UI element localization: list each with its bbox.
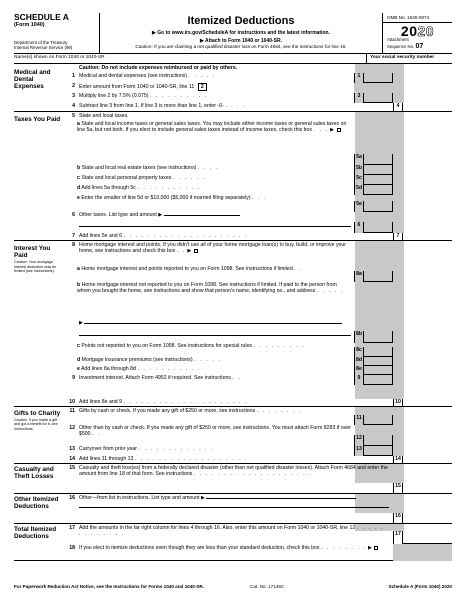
sequence-number: 07 <box>415 42 424 50</box>
line-label: Add lines 5a through 5c <box>81 185 136 191</box>
caution-text: Caution: Do not include expenses reimbursed or paid by others. <box>79 65 238 71</box>
line-5e: e Enter the smaller of line 5d or $10,000 ($5,000 if married filing separately) . . . 5e <box>62 195 452 212</box>
line-label: Enter the smaller of line 5d or $10,000 ($5,000 if married filing separately) <box>81 195 251 201</box>
line-label: Gifts by cash or check. If you made any gift of $250 or more, see instructions <box>79 408 256 414</box>
line-label: If you elect to itemize deductions even though they are less than your standard deduction, check this box <box>79 545 320 551</box>
line-12-amount[interactable] <box>364 435 393 446</box>
line-label: State and local personal property taxes <box>81 175 172 181</box>
line-label: Other—from list in instructions. List type and amount ▶ <box>79 495 205 501</box>
line-label: Add lines 5e and 6 <box>79 233 122 239</box>
tax-year-prefix: 20 <box>400 23 418 39</box>
line-6: 6 Other taxes. List type and amount ▶ 6 <box>62 212 452 233</box>
line-17-amount[interactable] <box>403 531 452 544</box>
line-label: Medical and dental expenses (see instructions) <box>79 73 188 79</box>
line-label: Home mortgage interest and points. If you didn't use all of your home mortgage loan(s) to buy, build, or improve your home, see instructions and check this box <box>79 242 347 255</box>
line-3-amount[interactable] <box>364 93 393 103</box>
line-5-label: State and local taxes. <box>79 113 129 119</box>
line-8c: c Points not reported to you on Form 1098. See instructions for special rules . . . . . . . . . 8c <box>62 343 452 357</box>
form-id-block <box>14 13 100 53</box>
line-11-amount[interactable] <box>364 415 393 425</box>
section-caution: Caution: If you made a gift and got a benefit for it, see instructions. <box>14 418 58 431</box>
line-5c: c State and local personal property taxes . . . . . . 5c <box>62 175 452 185</box>
line-5b: b State and local real estate taxes (see instructions) . . . . 5b <box>62 165 452 175</box>
line-10-amount[interactable] <box>403 399 452 407</box>
line-label: Multiply line 2 by 7.5% (0.075) <box>79 93 149 99</box>
line-11: 11 Gifts by cash or check. If you made any gift of $250 or more, see instructions . . . . . . . . 11 <box>62 408 452 425</box>
line-8d-amount[interactable] <box>364 357 393 366</box>
line-7: 7 Add lines 5e and 6 . . . . . . . . . . . . . . . . . . . . . 7 <box>62 233 452 241</box>
line-17: 17 Add the amounts in the far right column for lines 4 through 16. Also, enter this amount on Form 1040 or 1040-SR, line 12 . . . . . . . . . . . . . 17 <box>62 525 452 544</box>
line-8e: e Add lines 8a through 8d . . . . . . . . . . . 8e <box>62 366 452 375</box>
line-8e-amount[interactable] <box>364 366 393 375</box>
line-label: State and local income taxes or general sales taxes. You may include either income taxes or general sales taxes on line 5a, but not both. If you elect to include general sales taxes instead of income taxes, check this box <box>77 121 347 134</box>
line-12: 12 Other than by cash or check. If you made any gift of $250 or more, see instructions. You must attach Form 8283 if over $500 . . 12 <box>62 425 452 446</box>
line-7-amount[interactable] <box>403 233 452 241</box>
ssn-field[interactable]: Your social security number <box>366 54 452 64</box>
line-label: Casualty and theft loss(es) from a federally declared disaster (other than net qualified disaster losses). Attach Form 4684 and enter the amount from line 18 of that form. See instructions <box>79 465 388 478</box>
line-5b-amount[interactable] <box>364 165 393 175</box>
catalog-number: Cat. No. 17145C <box>250 584 285 589</box>
line-15: 15 Casualty and theft loss(es) from a federally declared disaster (other than net qualified disaster losses). Attach Form 4684 and enter the amount from line 18 of that form. See instructions . . . . . . . . . . . . . . . . . . . . 15 <box>62 465 452 494</box>
section-taxes: Taxes You Paid 5 State and local taxes. a State and local income taxes or general sales taxes. You may include either income taxes or general sales taxes on line 5a, but not both. If you elect to include general sales taxes instead of income taxes, check this box . . . ▶ 5a b State and local real estate taxes (see instructions) . . . . 5b c State and local personal property taxes . . . . . . 5c d Add lines 5a through 5c . . . . . . . . . . . 5d e Enter the smaller of line 5d or $10,000 ($5,000 if married filing separately) . . . 5e 6 Other taxes. List type and amount ▶ 6 7 Add lines 5e and 6 . . . . . . . . . . . . . . . . . . . . . 7 <box>14 112 452 241</box>
department <box>14 40 72 51</box>
line-label: Home mortgage interest and points reported to you on Form 1098. See instructions if limited <box>81 266 293 272</box>
goto-instructions: ▶ Go to www.irs.gov/ScheduleA for instructions and the latest information. <box>152 30 330 37</box>
line-16-amount[interactable] <box>403 513 452 524</box>
itemize-checkbox[interactable] <box>374 546 378 550</box>
form-footer <box>14 584 452 590</box>
section-title: Other Itemized Deductions <box>14 496 59 511</box>
line-label: Other taxes. List type and amount ▶ <box>79 212 163 218</box>
line-5a-amount[interactable] <box>364 154 393 165</box>
line-6-amount[interactable] <box>364 222 393 233</box>
line-label: Mortgage insurance premiums (see instructions) <box>81 357 193 363</box>
form-number: (Form 1040) <box>14 21 45 28</box>
line-8b: b Home mortgage interest not reported to you on Form 1098. See instructions if limited. If paid to the person from whom you bought the home, see instructions and show that person's name, identifying no., and address . . . . . ▶ 8b <box>62 282 452 343</box>
name-row <box>14 54 452 64</box>
section-other <box>14 494 452 524</box>
department-line: Department of the Treasury <box>14 40 68 45</box>
sequence-label <box>383 43 452 51</box>
line-13: 13 Carryover from prior year . . . . . . . . . . . . . 13 <box>62 446 452 456</box>
line-label: Subtract line 3 from line 1. If line 3 is more than line 1, enter -0- <box>79 103 224 109</box>
form-title-block <box>100 13 382 53</box>
attach-instructions: ▶ Attach to Form 1040 or 1040-SR. <box>199 37 283 44</box>
line-8a-amount[interactable] <box>364 271 393 282</box>
line-8a: a Home mortgage interest and points reported to you on Form 1098. See instructions if limited . . 8a <box>62 266 452 282</box>
line-2-box: 2 <box>198 83 207 91</box>
line-5d-amount[interactable] <box>364 185 393 195</box>
section-gifts <box>14 407 452 464</box>
form-header <box>14 13 452 54</box>
line-label: Home mortgage interest not reported to you on Form 1098. See instructions if limited. If paid to the person from whom you bought the home, see instructions and show that person's name, identifying no., and address <box>77 282 337 295</box>
department-line: Internal Revenue Service (99) <box>14 45 73 51</box>
line-4: 4 Subtract line 3 from line 1. If line 3 is more than line 1, enter -0- . . . . 4 <box>62 103 452 112</box>
section-title: Medical and Dental Expenses <box>14 69 51 91</box>
line-label: Enter amount from Form 1040 or 1040-SR, line 11 <box>79 84 195 90</box>
line-5d: d Add lines 5a through 5c . . . . . . . . . . . 5d <box>62 185 452 195</box>
line-13-amount[interactable] <box>364 446 393 456</box>
section-title: Casualty and Theft Losses <box>14 466 54 481</box>
line-label: Add lines 8e and 9 <box>79 399 122 405</box>
line-8: 8 Home mortgage interest and points. If you didn't use all of your home mortgage loan(s) to buy, build, or improve your home, see instructions and check this box . . ▶ <box>72 242 347 255</box>
schedule-name: SCHEDULE A <box>14 12 69 22</box>
paperwork-notice: For Paperwork Reduction Act Notice, see the Instructions for Forms 1040 and 1040-SR. <box>14 584 205 589</box>
line-label: State and local real estate taxes (see instructions) <box>81 165 197 171</box>
line-8c-amount[interactable] <box>364 347 393 357</box>
line-label: Add the amounts in the far right column for lines 4 through 16. Also, enter this amount on Form 1040 or 1040-SR, line 12 <box>79 525 356 531</box>
line-8d: d Mortgage insurance premiums (see instructions) . . . . . 8d <box>62 357 452 366</box>
omb-number: OMB No. 1545-0074 <box>383 13 452 23</box>
line-label: Other than by cash or check. If you made any gift of $250 or more, see instructions. You must attach Form 8283 if over $500 <box>79 425 351 438</box>
line-label: Carryover from prior year <box>79 446 137 452</box>
line-4-amount[interactable] <box>403 103 452 112</box>
line-2: 2 Enter amount from Form 1040 or 1040-SR, line 11 2 <box>62 83 452 93</box>
line-18: 18 If you elect to itemize deductions even though they are less than your standard deduction, check this box . . . . . . . . ▶ <box>62 545 452 561</box>
line-8b-amount[interactable] <box>364 331 393 343</box>
section-title: Taxes You Paid <box>14 116 61 123</box>
line-label: Points not reported to you on Form 1098. See instructions for special rules <box>81 343 253 349</box>
line-label: Investment interest. Attach Form 4952 if required. See instructions <box>79 375 231 381</box>
line-1-amount[interactable] <box>364 73 393 83</box>
disaster-caution: Caution: If you are claiming a net qualified disaster loss on Form 4684, see the instructions for line 16. <box>135 44 347 49</box>
attachment-label: Attachment <box>387 37 409 42</box>
tax-year <box>383 24 452 38</box>
line-14: 14 Add lines 11 through 13 . . . . . . . . . . . . . . . . . . . 14 <box>62 456 452 464</box>
section-title: Gifts to Charity <box>14 410 61 417</box>
line-3: 3 Multiply line 2 by 7.5% (0.075) . . . . . . . . . . 3 <box>62 93 452 103</box>
omb-block <box>382 13 452 53</box>
line-1: 1 Medical and dental expenses (see instructions) . . . . . 1 <box>62 73 452 83</box>
section-title: Total Itemized Deductions <box>14 526 57 541</box>
line-15-amount[interactable] <box>403 483 452 494</box>
form-footer-id: Schedule A (Form 1040) 2020 <box>388 584 452 589</box>
section-interest <box>14 241 452 407</box>
line-5a: a State and local income taxes or general sales taxes. You may include either income taxes or general sales taxes on line 5a, but not both. If you elect to include general sales taxes instead of income taxes, check this box . . . ▶ 5a <box>62 121 452 165</box>
line-9: 9 Investment interest. Attach Form 4952 if required. See instructions . . 9 <box>62 375 452 385</box>
line-5c-amount[interactable] <box>364 175 393 185</box>
line-5e-amount[interactable] <box>364 201 393 212</box>
line-16: 16 Other—from list in instructions. List type and amount ▶ 16 <box>62 495 452 524</box>
name-field[interactable]: Name(s) shown on Form 1040 or 1040-SR <box>14 55 105 60</box>
section-medical <box>14 64 452 112</box>
line-label: Add lines 8a through 8d <box>81 366 136 372</box>
form-title: Itemized Deductions <box>187 15 295 27</box>
section-caution: Caution: Your mortgage interest deduction may be limited (see instructions). <box>14 260 57 273</box>
section-total <box>14 524 452 561</box>
line-label: Add lines 11 through 13 <box>79 456 134 462</box>
tax-year-suffix: 20 <box>417 23 435 39</box>
sequence-text: Sequence No. <box>387 43 415 49</box>
line-10: 10 Add lines 8e and 9 . . . . . . . . . . . . . . . . . . . . . 10 <box>62 385 452 407</box>
section-title: Interest You Paid <box>14 245 51 260</box>
mortgage-checkbox[interactable] <box>194 249 198 253</box>
sales-tax-checkbox[interactable] <box>337 128 341 132</box>
line-14-amount[interactable] <box>403 456 452 464</box>
line-9-amount[interactable] <box>364 375 393 385</box>
section-casualty <box>14 464 452 494</box>
